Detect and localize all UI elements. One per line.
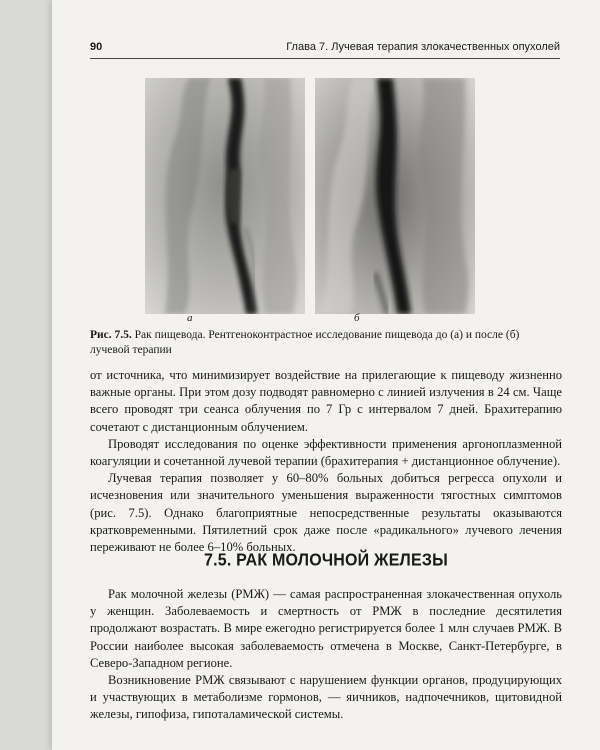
paragraph: от источника, что минимизирует воздействие на прилегающие к пищеводу жизненно важные органы. При этом дозу подводят равномерно с линией излучения в 24 см. Чаще всего проводят три сеанса облучения по 7 Гр с интервалом 7 дней. Брахитерапию сочетают с дистанционным облучением.: [90, 368, 562, 434]
running-header: [90, 40, 560, 59]
paragraph: Рак молочной железы (РМЖ) — самая распространенная злокачественная опухоль у женщин. Заболеваемость и смертность от РМЖ в последние десятилетия продолжают возрастать. В мире ежегодно регистрируется более 1 млн случаев РМЖ. В России наиболее высокая заболеваемость отмечена в Москве, Санкт-Петербурге, в Северо-Западном регионе.: [90, 587, 562, 670]
xray-image-before: [145, 78, 305, 314]
xray-image-after: [315, 78, 475, 314]
paragraph: Проводят исследования по оценке эффективности применения аргоноплазменной коагуляции и сочетанной лучевой терапии (брахитерапия + дистанционное облучение).: [90, 436, 562, 469]
body-text-top: [90, 367, 562, 556]
caption-label: Рис. 7.5.: [90, 329, 132, 341]
paragraph: Лучевая терапия позволяет у 60–80% больных добиться регресса опухоли и исчезновения или значительного уменьшения выраженности тягостных симптомов (рис. 7.5). Однако благоприятные непосредственные результаты оказываются кратковременными. Пятилетний срок даже после «радикального» лучевого лечения переживают не более 6–10% больных.: [90, 471, 562, 555]
figure-7-5: [92, 68, 562, 324]
paragraph: Возникновение РМЖ связывают с нарушением функции органов, продуцирующих и участвующих в метаболизме гормонов, — яичников, надпочечников, щитовидной железы, гипофиза, гипоталамической системы.: [90, 673, 562, 722]
caption-text: Рак пищевода. Рентгеноконтрастное исследование пищевода до (а) и после (б) лучевой терапии: [90, 329, 520, 356]
panel-label-a: а: [187, 312, 193, 324]
chapter-title: Глава 7. Лучевая терапия злокачественных опухолей: [286, 41, 560, 53]
page-number: 90: [90, 41, 103, 53]
body-text-bottom: [90, 586, 562, 724]
book-page: [52, 0, 600, 750]
panel-label-b: б: [354, 312, 360, 324]
section-heading: 7.5. РАК МОЛОЧНОЙ ЖЕЛЕЗЫ: [204, 550, 448, 570]
figure-caption: [90, 328, 560, 358]
